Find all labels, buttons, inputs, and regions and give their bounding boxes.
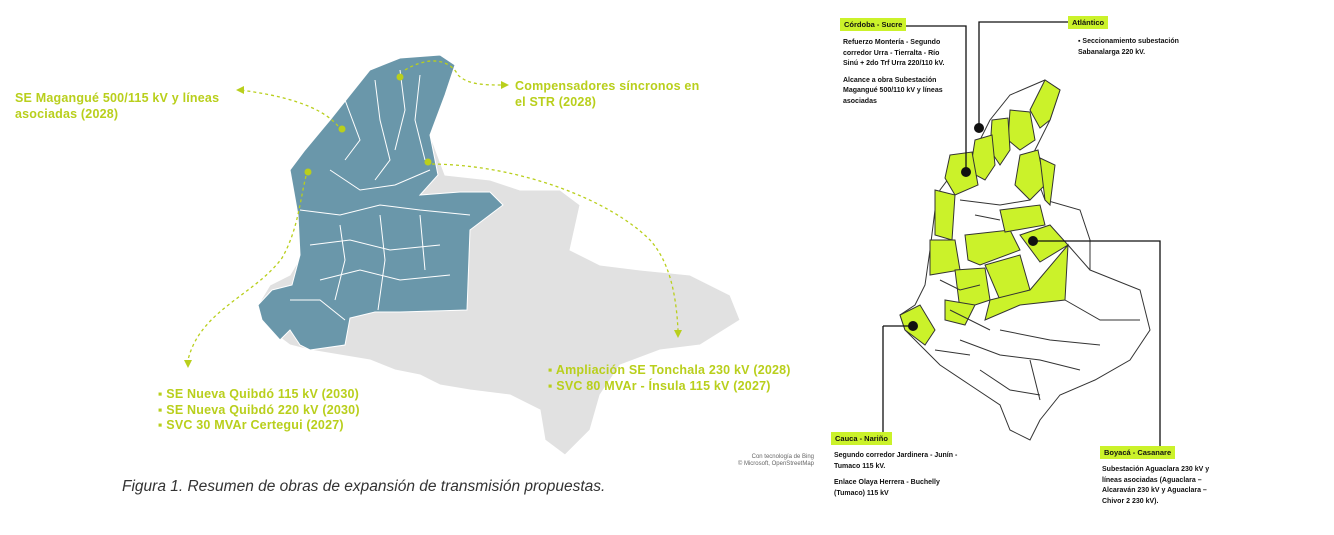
tag-atlantico: Atlántico (1068, 16, 1108, 29)
map-credit: Con tecnología de Bing © Microsoft, OpenStreetMap (737, 454, 814, 467)
label-tonchala: ▪ Ampliación SE Tonchala 230 kV (2028) ▪ SVC 80 MVAr - Ínsula 115 kV (2027) (548, 363, 791, 393)
highlighted-departments (258, 55, 503, 350)
tag-cordoba-sucre: Córdoba - Sucre (840, 18, 906, 31)
label-magangue: SE Magangué 500/115 kV y líneas asociadas (2028) (15, 91, 220, 121)
location-dot (339, 126, 346, 133)
info-cauca-narino: Segundo corredor Jardinera - Junín - Tumaco 115 kV. Enlace Olaya Herrera - Buchelly (Tumaco) 115 kV (834, 452, 958, 497)
right-map-outline (900, 80, 1150, 440)
location-dot (397, 74, 404, 81)
tag-boyaca-casanare: Boyacá - Casanare (1100, 446, 1175, 459)
location-dot (425, 159, 432, 166)
info-atlantico: ▪ Seccionamiento subestación Sabanalarga 220 kV. (1078, 38, 1179, 56)
figure-caption: Figura 1. Resumen de obras de expansión de transmisión propuestas. (122, 478, 606, 495)
label-compensadores: Compensadores síncronos en el STR (2028) (515, 79, 700, 109)
label-quibdo: ▪ SE Nueva Quibdó 115 kV (2030) ▪ SE Nueva Quibdó 220 kV (2030) ▪ SVC 30 MVAr Certegui (2027) (158, 387, 360, 432)
location-dot (305, 169, 312, 176)
info-boyaca-casanare: Subestación Aguaclara 230 kV y líneas asociadas (Aguaclara – Alcaraván 230 kV y Aguaclara – Chivor 2 230 kV). (1102, 466, 1210, 505)
tag-cauca-narino: Cauca - Nariño (831, 432, 892, 445)
info-cordoba-sucre: Refuerzo Montería - Segundo corredor Urra - Tierralta - Río Sinú + 2do Trf Urra 220/110 kV. Alcance a obra Subestación Magangué 500/110 kV y líneas asociadas (843, 39, 945, 105)
